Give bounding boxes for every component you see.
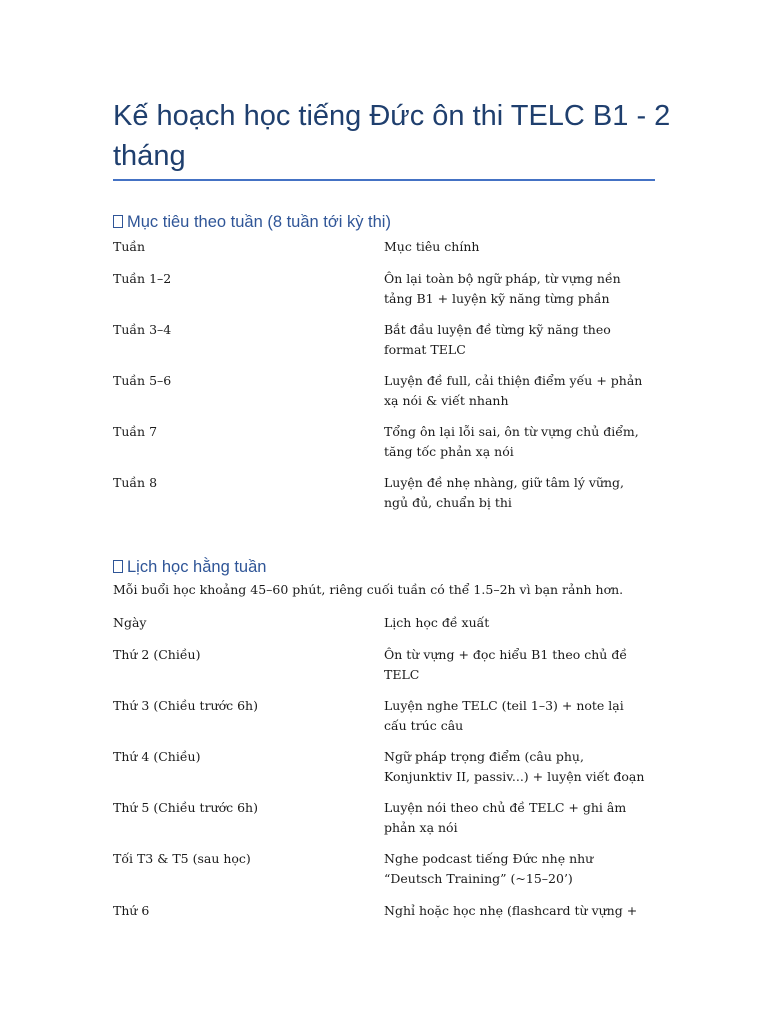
column-header-goal: Mục tiêu chính xyxy=(384,239,480,254)
column-header-day: Ngày xyxy=(113,615,147,630)
weekly-goals-heading xyxy=(113,211,391,233)
plan-cell: Luyện nói theo chủ đề TELC + ghi âm phản xạ nói xyxy=(384,800,627,835)
goal-cell: Luyện đề nhẹ nhàng, giữ tâm lý vững, ngủ đủ, chuẩn bị thi xyxy=(384,475,625,510)
plan-cell: Luyện nghe TELC (teil 1–3) + note lại cấu trúc câu xyxy=(384,698,624,733)
day-cell: Tối T3 & T5 (sau học) xyxy=(113,851,251,866)
document-title: Kế hoạch học tiếng Đức ôn thi TELC B1 - 2 tháng xyxy=(113,100,671,172)
day-cell: Thứ 5 (Chiều trước 6h) xyxy=(113,800,258,815)
plan-cell: Nghe podcast tiếng Đức nhẹ như “Deutsch Training” (~15–20’) xyxy=(384,851,594,886)
week-cell: Tuần 8 xyxy=(113,475,158,490)
weekly-schedule-heading-text: Lịch học hằng tuần xyxy=(127,558,267,576)
weekly-goals-heading-text: Mục tiêu theo tuần (8 tuần tới kỳ thi) xyxy=(127,213,391,231)
title-underline xyxy=(113,179,655,181)
day-cell: Thứ 3 (Chiều trước 6h) xyxy=(113,698,258,713)
calendar-emoji-icon xyxy=(113,560,123,573)
day-cell: Thứ 2 (Chiều) xyxy=(113,647,201,662)
day-cell: Thứ 4 (Chiều) xyxy=(113,749,201,764)
column-header-week: Tuần xyxy=(113,239,146,254)
goal-cell: Ôn lại toàn bộ ngữ pháp, từ vựng nền tảng B1 + luyện kỹ năng từng phần xyxy=(384,271,621,306)
plan-cell: Nghỉ hoặc học nhẹ (flashcard từ vựng + xyxy=(384,903,638,918)
goal-cell: Luyện đề full, cải thiện điểm yếu + phản xạ nói & viết nhanh xyxy=(384,373,643,408)
goal-cell: Bắt đầu luyện đề từng kỹ năng theo format TELC xyxy=(384,322,611,357)
goal-cell: Tổng ôn lại lỗi sai, ôn từ vựng chủ điểm, tăng tốc phản xạ nói xyxy=(384,424,639,459)
weekly-schedule-heading xyxy=(113,556,266,578)
week-cell: Tuần 5–6 xyxy=(113,373,172,388)
plan-cell: Ôn từ vựng + đọc hiểu B1 theo chủ đề TELC xyxy=(384,647,628,682)
week-cell: Tuần 7 xyxy=(113,424,158,439)
week-cell: Tuần 3–4 xyxy=(113,322,172,337)
week-cell: Tuần 1–2 xyxy=(113,271,172,286)
plan-cell: Ngữ pháp trọng điểm (câu phụ, Konjunktiv II, passiv...) + luyện viết đoạn xyxy=(384,749,645,784)
day-cell: Thứ 6 xyxy=(113,903,150,918)
column-header-plan: Lịch học đề xuất xyxy=(384,615,490,630)
schedule-intro-text: Mỗi buổi học khoảng 45–60 phút, riêng cuối tuần có thể 1.5–2h vì bạn rảnh hơn. xyxy=(113,582,624,597)
target-emoji-icon xyxy=(113,215,123,228)
